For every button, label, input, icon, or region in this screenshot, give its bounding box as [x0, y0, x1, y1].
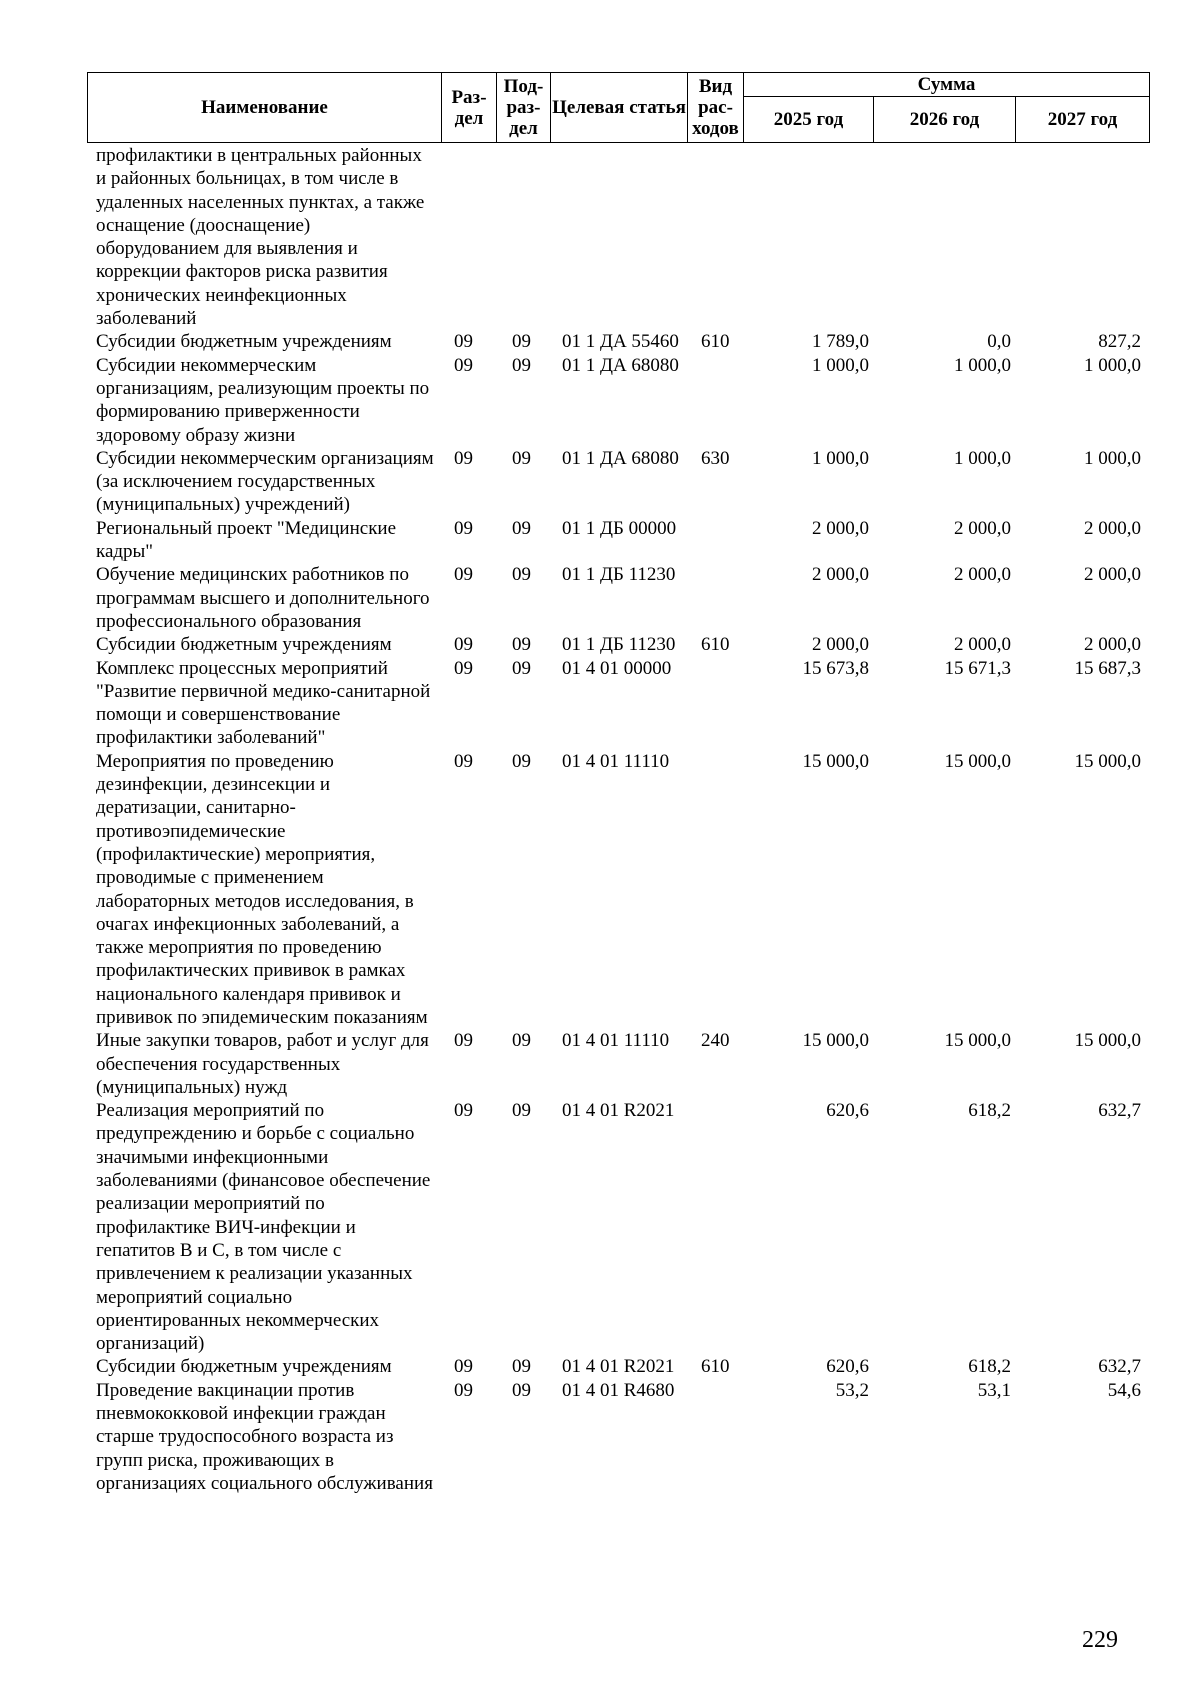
row-razdel: 09 [454, 517, 473, 539]
row-razdel: 09 [454, 447, 473, 469]
table-row [0, 517, 1200, 564]
table-row [0, 144, 1200, 330]
row-podrazdel: 09 [512, 1030, 531, 1052]
row-razdel: 09 [454, 1100, 473, 1122]
row-statya: 01 1 ДБ 11230 [562, 634, 676, 656]
row-y2026: 1 000,0 [954, 354, 1011, 376]
row-y2027: 2 000,0 [1084, 564, 1141, 586]
row-y2027: 2 000,0 [1084, 634, 1141, 656]
row-y2025: 2 000,0 [812, 517, 869, 539]
table-row [0, 354, 1200, 447]
row-podrazdel: 09 [512, 354, 531, 376]
table-row [0, 563, 1200, 633]
row-y2025: 2 000,0 [812, 564, 869, 586]
row-y2027: 632,7 [1098, 1356, 1141, 1378]
page-number: 229 [1082, 1627, 1118, 1653]
row-name: Региональный проект "Медицинские кадры" [96, 517, 397, 563]
row-name: профилактики в центральных районных и районных больницах, в том числе в удаленных населенных пунктах, а также оснащение (дооснащение) оборудованием для выявления и коррекции факторов риска развития хронических неинфекционных заболеваний [96, 145, 425, 330]
row-statya: 01 1 ДА 68080 [562, 354, 679, 376]
row-razdel: 09 [454, 657, 473, 679]
row-vid: 610 [701, 331, 730, 353]
row-name: Субсидии бюджетным учреждениям [96, 331, 392, 353]
header-podrazdel: Под-раз-дел [497, 73, 551, 143]
row-y2027: 54,6 [1107, 1379, 1141, 1401]
row-name: Субсидии некоммерческим организациям (за исключением государственных (муниципальных) учреждений) [96, 447, 434, 516]
row-vid: 630 [701, 447, 730, 469]
row-y2025: 15 000,0 [802, 750, 869, 772]
row-y2025: 15 673,8 [802, 657, 869, 679]
row-name: Субсидии бюджетным учреждениям [96, 634, 392, 656]
row-vid: 240 [701, 1030, 730, 1052]
row-y2026: 618,2 [968, 1100, 1011, 1122]
row-razdel: 09 [454, 331, 473, 353]
row-y2026: 2 000,0 [954, 564, 1011, 586]
row-podrazdel: 09 [512, 1100, 531, 1122]
row-razdel: 09 [454, 564, 473, 586]
row-y2026: 1 000,0 [954, 447, 1011, 469]
row-podrazdel: 09 [512, 1379, 531, 1401]
table-header [87, 72, 1150, 143]
table-row [0, 657, 1200, 750]
row-y2027: 632,7 [1098, 1100, 1141, 1122]
row-razdel: 09 [454, 750, 473, 772]
row-y2027: 1 000,0 [1084, 354, 1141, 376]
row-y2027: 827,2 [1098, 331, 1141, 353]
row-statya: 01 1 ДА 68080 [562, 447, 679, 469]
row-podrazdel: 09 [512, 331, 531, 353]
row-statya: 01 4 01 00000 [562, 657, 672, 679]
row-razdel: 09 [454, 634, 473, 656]
table-row [0, 750, 1200, 1030]
row-y2026: 2 000,0 [954, 634, 1011, 656]
table-row [0, 330, 1200, 353]
row-statya: 01 1 ДА 55460 [562, 331, 679, 353]
row-name: Субсидии некоммерческим организациям, реализующим проекты по формированию приверженности здоровому образу жизни [96, 354, 430, 446]
row-y2025: 2 000,0 [812, 634, 869, 656]
row-podrazdel: 09 [512, 1356, 531, 1378]
row-statya: 01 4 01 R2021 [562, 1356, 675, 1378]
row-y2026: 53,1 [977, 1379, 1011, 1401]
row-statya: 01 1 ДБ 11230 [562, 564, 676, 586]
row-name: Иные закупки товаров, работ и услуг для обеспечения государственных (муниципальных) нужд [96, 1030, 429, 1098]
table-row [0, 1379, 1200, 1495]
row-razdel: 09 [454, 1030, 473, 1052]
table-row [0, 633, 1200, 656]
row-podrazdel: 09 [512, 750, 531, 772]
header-statya: Целевая статья [551, 73, 688, 143]
row-razdel: 09 [454, 1356, 473, 1378]
row-name: Проведение вакцинации против пневмококковой инфекции граждан старше трудоспособного возраста из групп риска, проживающих в организациях социального обслуживания [96, 1379, 433, 1494]
row-y2025: 620,6 [826, 1100, 869, 1122]
row-name: Обучение медицинских работников по программам высшего и дополнительного профессионального образования [96, 564, 430, 632]
row-y2025: 1 000,0 [812, 354, 869, 376]
row-y2026: 0,0 [987, 331, 1011, 353]
row-statya: 01 4 01 11110 [562, 750, 670, 772]
row-y2026: 15 000,0 [944, 750, 1011, 772]
header-year-2026: 2026 год [874, 97, 1016, 143]
header-name: Наименование [88, 73, 442, 143]
table-row [0, 1099, 1200, 1355]
row-podrazdel: 09 [512, 657, 531, 679]
row-statya: 01 1 ДБ 00000 [562, 517, 677, 539]
table-row [0, 447, 1200, 517]
row-name: Реализация мероприятий по предупреждению и борьбе с социально значимыми инфекционными заболеваниями (финансовое обеспечение реализации мероприятий по профилактике ВИЧ-инфекции и гепатитов B и C, в том числе с привлечением к реализации указанных мероприятий социально ориентированных некоммерческих организаций) [96, 1100, 431, 1355]
row-y2027: 2 000,0 [1084, 517, 1141, 539]
row-name: Мероприятия по проведению дезинфекции, дезинсекции и дератизации, санитарно-противоэпидемические (профилактические) мероприятия, проводимые с применением лабораторных методов исследования, в очагах инфекционных заболеваний, а также мероприятия по проведению профилактических прививок в рамках национального календаря прививок и прививок по эпидемическим показаниям [96, 750, 428, 1028]
row-name: Комплекс процессных мероприятий "Развитие первичной медико-санитарной помощи и совершенствование профилактики заболеваний" [96, 657, 431, 749]
row-y2026: 15 671,3 [944, 657, 1011, 679]
row-statya: 01 4 01 R4680 [562, 1379, 675, 1401]
header-year-2025: 2025 год [744, 97, 874, 143]
row-vid: 610 [701, 1356, 730, 1378]
row-y2025: 1 789,0 [812, 331, 869, 353]
row-vid: 610 [701, 634, 730, 656]
row-y2026: 618,2 [968, 1356, 1011, 1378]
row-y2027: 15 000,0 [1074, 750, 1141, 772]
row-podrazdel: 09 [512, 564, 531, 586]
row-y2027: 15 687,3 [1074, 657, 1141, 679]
row-y2025: 53,2 [835, 1379, 869, 1401]
row-name: Субсидии бюджетным учреждениям [96, 1356, 392, 1378]
table-row [0, 1029, 1200, 1099]
row-y2026: 15 000,0 [944, 1030, 1011, 1052]
row-podrazdel: 09 [512, 634, 531, 656]
header-razdel: Раз-дел [442, 73, 497, 143]
row-y2027: 1 000,0 [1084, 447, 1141, 469]
row-y2025: 15 000,0 [802, 1030, 869, 1052]
row-podrazdel: 09 [512, 447, 531, 469]
header-vid: Вид рас-ходов [688, 73, 744, 143]
row-statya: 01 4 01 11110 [562, 1030, 670, 1052]
row-y2027: 15 000,0 [1074, 1030, 1141, 1052]
row-y2026: 2 000,0 [954, 517, 1011, 539]
header-summa: Сумма [744, 73, 1150, 97]
row-y2025: 620,6 [826, 1356, 869, 1378]
header-year-2027: 2027 год [1016, 97, 1150, 143]
row-y2025: 1 000,0 [812, 447, 869, 469]
row-razdel: 09 [454, 354, 473, 376]
table-row [0, 1355, 1200, 1378]
row-statya: 01 4 01 R2021 [562, 1100, 675, 1122]
row-podrazdel: 09 [512, 517, 531, 539]
table-body [0, 144, 1200, 1495]
row-razdel: 09 [454, 1379, 473, 1401]
